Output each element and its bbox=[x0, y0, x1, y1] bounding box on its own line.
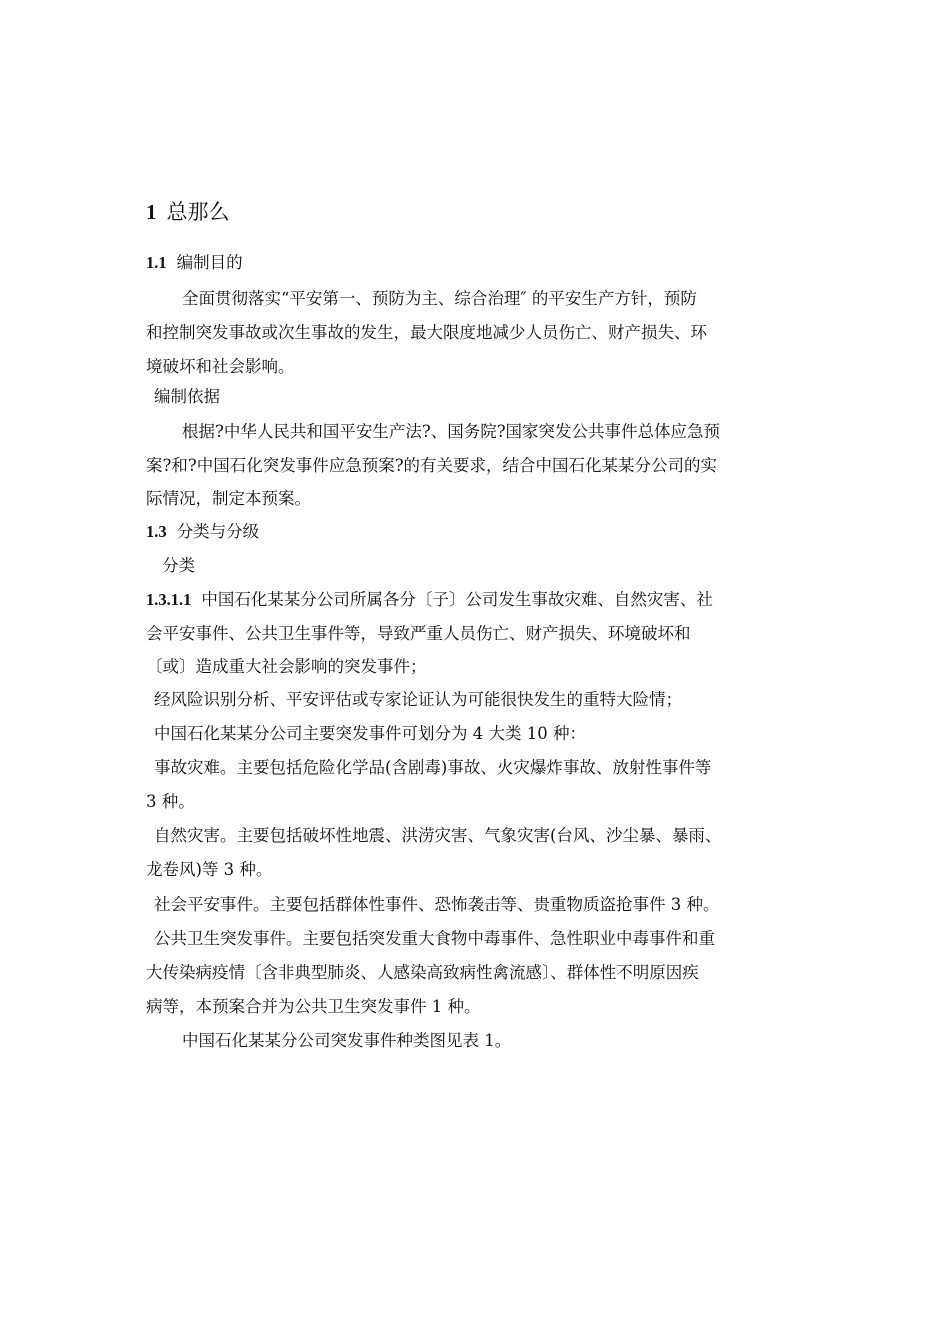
chapter-title: 总那么 bbox=[166, 200, 230, 224]
section-number: 1.1 bbox=[146, 253, 167, 272]
chapter-heading bbox=[146, 196, 230, 226]
section-1-3-heading bbox=[146, 521, 259, 543]
paragraph-line: 经风险识别分析、平安评估或专家论证认为可能很快发生的重特大险情； bbox=[154, 690, 682, 709]
section-1-2-heading: 编制依据 bbox=[154, 387, 220, 406]
section-title: 分类与分级 bbox=[176, 522, 260, 541]
paragraph-line: 龙卷风)等 3 种。 bbox=[146, 860, 273, 879]
paragraph-line: 际情况，制定本预案。 bbox=[146, 489, 311, 508]
clause-number: 1.3.1.1 bbox=[146, 590, 192, 609]
paragraph-line: 社会平安事件。主要包括群体性事件、恐怖袭击等、贵重物质盗抢事件 3 种。 bbox=[154, 895, 720, 914]
paragraph-line: 〔或〕造成重大社会影响的突发事件； bbox=[146, 657, 427, 676]
paragraph-line: 境破坏和社会影响。 bbox=[146, 357, 295, 376]
paragraph-line: 全面贯彻落实“平安第一、预防为主、综合治理″ 的平安生产方针，预防 bbox=[182, 289, 697, 308]
clause-text: 中国石化某某分公司所属各分〔子〕公司发生事故灾难、自然灾害、社 bbox=[201, 590, 713, 609]
paragraph-line: 3 种。 bbox=[146, 792, 195, 811]
clause-1-3-1-1 bbox=[146, 589, 713, 611]
paragraph-line: 自然灾害。主要包括破坏性地震、洪涝灾害、气象灾害(台风、沙尘暴、暴雨、 bbox=[154, 826, 722, 845]
chapter-number: 1 bbox=[146, 200, 157, 224]
paragraph-line: 公共卫生突发事件。主要包括突发重大食物中毒事件、急性职业中毒事件和重 bbox=[154, 929, 715, 948]
paragraph-line: 大传染病疫情〔含非典型肺炎、人感染高致病性禽流感〕、群体性不明原因疾 bbox=[146, 963, 699, 982]
paragraph-line: 会平安事件、公共卫生事件等，导致严重人员伤亡、财产损失、环境破坏和 bbox=[146, 624, 691, 643]
paragraph-line: 案?和?中国石化突发事件应急预案?的有关要求，结合中国石化某某分公司的实 bbox=[146, 456, 718, 475]
section-number: 1.3 bbox=[146, 522, 167, 541]
section-1-3-1-heading: 分类 bbox=[162, 556, 195, 575]
paragraph-line: 事故灾难。主要包括危险化学品(含剧毒)事故、火灾爆炸事故、放射性事件等 bbox=[154, 758, 712, 777]
paragraph-line: 病等，本预案合并为公共卫生突发事件 1 种。 bbox=[146, 997, 481, 1016]
paragraph-line: 和控制突发事故或次生事故的发生，最大限度地减少人员伤亡、财产损失、环 bbox=[146, 323, 707, 342]
paragraph-line: 中国石化某某分公司突发事件种类图见表 1。 bbox=[182, 1031, 512, 1050]
paragraph-line: 根据?中华人民共和国平安生产法?、国务院?国家突发公共事件总体应急预 bbox=[182, 422, 721, 441]
section-1-1-heading bbox=[146, 252, 243, 274]
paragraph-line: 中国石化某某分公司主要突发事件可划分为 4 大类 10 种： bbox=[154, 724, 586, 743]
section-title: 编制目的 bbox=[176, 253, 243, 272]
